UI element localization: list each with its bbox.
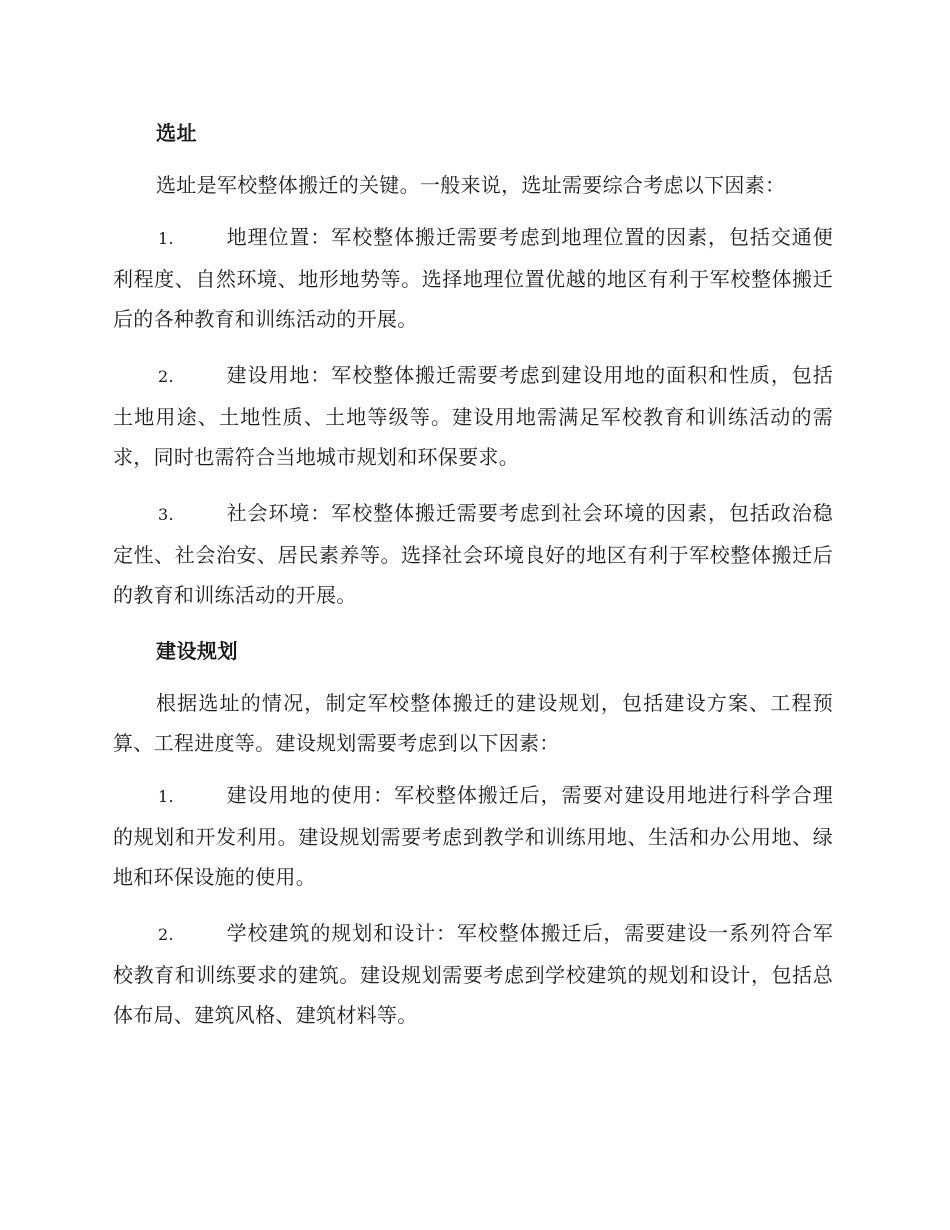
list-item-number: 3. (158, 505, 174, 524)
list-item-number: 2. (158, 367, 174, 386)
list-item (113, 355, 833, 477)
list-item-number: 1. (158, 229, 174, 248)
section-intro: 根据选址的情况，制定军校整体搬迁的建设规划，包括建设方案、工程预算、工程进度等。建设规划需要考虑到以下因素： (113, 691, 833, 755)
section-site-selection (113, 113, 833, 615)
section-construction-planning (113, 631, 833, 1035)
list-item (113, 217, 833, 339)
section-heading: 建设规划 (156, 639, 238, 663)
list-item-text: 社会环境：军校整体搬迁需要考虑到社会环境的因素，包括政治稳定性、社会治安、居民素养等。选择社会环境良好的地区有利于军校整体搬迁后的教育和训练活动的开展。 (113, 501, 833, 607)
list-item-number: 2. (158, 925, 174, 944)
section-heading: 选址 (156, 121, 197, 145)
list-item-number: 1. (158, 787, 174, 806)
list-item (113, 493, 833, 615)
list-item-text: 地理位置：军校整体搬迁需要考虑到地理位置的因素，包括交通便利程度、自然环境、地形地势等。选择地理位置优越的地区有利于军校整体搬迁后的各种教育和训练活动的开展。 (113, 225, 833, 331)
list-item-text: 学校建筑的规划和设计：军校整体搬迁后，需要建设一系列符合军校教育和训练要求的建筑。建设规划需要考虑到学校建筑的规划和设计，包括总体布局、建筑风格、建筑材料等。 (113, 921, 833, 1027)
list-item (113, 913, 833, 1035)
list-item (113, 775, 833, 897)
section-intro: 选址是军校整体搬迁的关键。一般来说，选址需要综合考虑以下因素： (156, 173, 786, 197)
list-item-text: 建设用地：军校整体搬迁需要考虑到建设用地的面积和性质，包括土地用途、土地性质、土地等级等。建设用地需满足军校教育和训练活动的需求，同时也需符合当地城市规划和环保要求。 (113, 363, 833, 469)
list-item-text: 建设用地的使用：军校整体搬迁后，需要对建设用地进行科学合理的规划和开发利用。建设规划需要考虑到教学和训练用地、生活和办公用地、绿地和环保设施的使用。 (113, 783, 833, 889)
